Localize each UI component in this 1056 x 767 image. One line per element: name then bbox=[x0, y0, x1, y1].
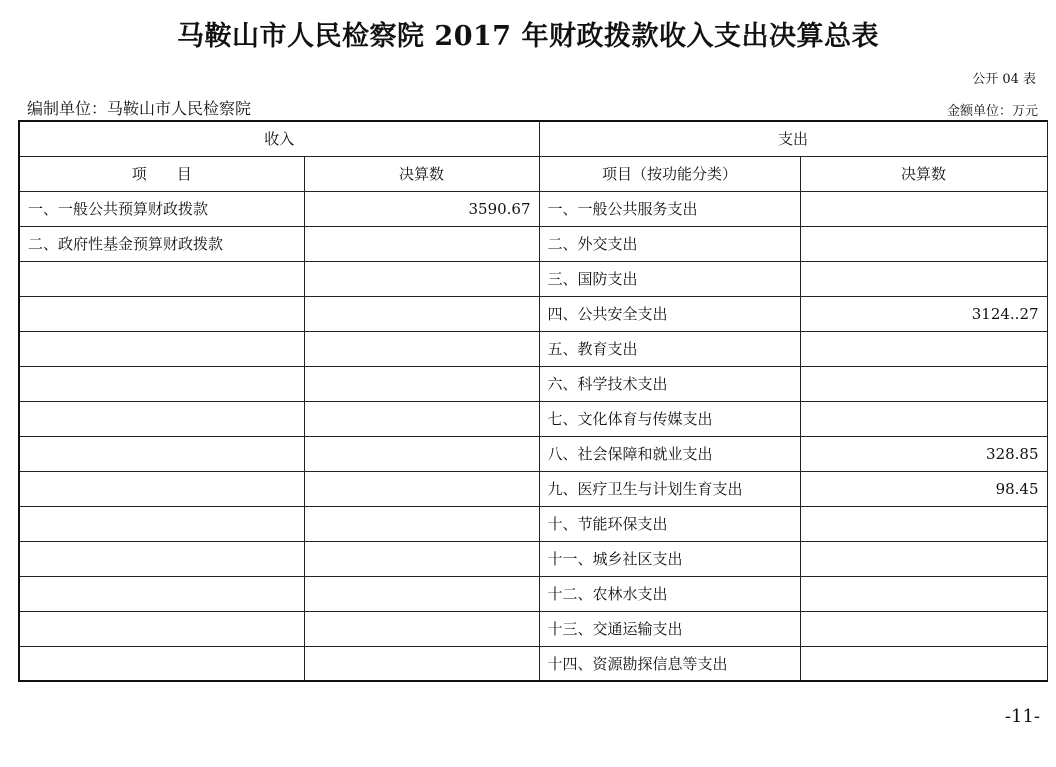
income-amount-cell bbox=[304, 471, 539, 506]
expense-amount-cell bbox=[800, 541, 1047, 576]
expense-amount-cell bbox=[800, 226, 1047, 261]
income-amount-cell bbox=[304, 506, 539, 541]
income-item-cell bbox=[19, 541, 304, 576]
income-amount-cell: 3590.67 bbox=[304, 191, 539, 226]
income-item-cell bbox=[19, 366, 304, 401]
income-amount-cell bbox=[304, 646, 539, 681]
income-amount-cell bbox=[304, 436, 539, 471]
table-row bbox=[19, 261, 1047, 296]
expense-amount-cell bbox=[800, 331, 1047, 366]
expense-item-cell: 七、文化体育与传媒支出 bbox=[539, 401, 800, 436]
expense-item-cell: 十二、农林水支出 bbox=[539, 576, 800, 611]
table-row bbox=[19, 471, 1047, 506]
income-amount-cell bbox=[304, 576, 539, 611]
expense-amount-cell bbox=[800, 646, 1047, 681]
income-amount-cell bbox=[304, 331, 539, 366]
income-item-cell bbox=[19, 611, 304, 646]
expense-item-cell: 八、社会保障和就业支出 bbox=[539, 436, 800, 471]
expense-item-cell: 十四、资源勘探信息等支出 bbox=[539, 646, 800, 681]
income-item-cell bbox=[19, 436, 304, 471]
income-amount-cell bbox=[304, 366, 539, 401]
income-item-cell bbox=[19, 331, 304, 366]
table-row bbox=[19, 506, 1047, 541]
expense-amount-column-header: 决算数 bbox=[800, 156, 1047, 191]
table-row bbox=[19, 296, 1047, 331]
income-amount-cell bbox=[304, 296, 539, 331]
table-row bbox=[19, 401, 1047, 436]
expense-item-cell: 九、医疗卫生与计划生育支出 bbox=[539, 471, 800, 506]
expense-section-header: 支出 bbox=[539, 121, 1047, 156]
expense-amount-cell: 328.85 bbox=[800, 436, 1047, 471]
expense-item-cell: 十一、城乡社区支出 bbox=[539, 541, 800, 576]
income-amount-column-header: 决算数 bbox=[304, 156, 539, 191]
table-row bbox=[19, 646, 1047, 681]
table-row bbox=[19, 191, 1047, 226]
expense-amount-cell: 3124..27 bbox=[800, 296, 1047, 331]
expense-amount-cell bbox=[800, 261, 1047, 296]
income-amount-cell bbox=[304, 261, 539, 296]
expense-amount-cell bbox=[800, 506, 1047, 541]
table-row bbox=[19, 576, 1047, 611]
income-amount-cell bbox=[304, 611, 539, 646]
expense-item-cell: 三、国防支出 bbox=[539, 261, 800, 296]
income-amount-cell bbox=[304, 401, 539, 436]
income-item-cell bbox=[19, 506, 304, 541]
income-amount-cell bbox=[304, 226, 539, 261]
budget-table bbox=[18, 120, 1048, 682]
income-amount-cell bbox=[304, 541, 539, 576]
expense-amount-cell bbox=[800, 611, 1047, 646]
income-item-cell bbox=[19, 646, 304, 681]
expense-item-cell: 二、外交支出 bbox=[539, 226, 800, 261]
expense-amount-cell bbox=[800, 576, 1047, 611]
expense-item-cell: 十三、交通运输支出 bbox=[539, 611, 800, 646]
income-item-cell bbox=[19, 471, 304, 506]
income-item-cell: 二、政府性基金预算财政拨款 bbox=[19, 226, 304, 261]
table-row bbox=[19, 611, 1047, 646]
income-item-cell bbox=[19, 576, 304, 611]
expense-item-cell: 四、公共安全支出 bbox=[539, 296, 800, 331]
expense-amount-cell: 98.45 bbox=[800, 471, 1047, 506]
table-row bbox=[19, 541, 1047, 576]
table-row bbox=[19, 366, 1047, 401]
table-section-header-row bbox=[19, 121, 1047, 156]
income-item-column-header: 项 目 bbox=[19, 156, 304, 191]
table-row bbox=[19, 226, 1047, 261]
expense-item-cell: 十、节能环保支出 bbox=[539, 506, 800, 541]
income-item-cell bbox=[19, 401, 304, 436]
expense-item-cell: 一、一般公共服务支出 bbox=[539, 191, 800, 226]
page-title: 马鞍山市人民检察院 2017 年财政拨款收入支出决算总表 bbox=[177, 21, 879, 52]
expense-amount-cell bbox=[800, 191, 1047, 226]
income-item-cell: 一、一般公共预算财政拨款 bbox=[19, 191, 304, 226]
table-column-header-row bbox=[19, 156, 1047, 191]
income-item-cell bbox=[19, 296, 304, 331]
page-number: -11- bbox=[1004, 706, 1040, 727]
expense-item-column-header: 项目（按功能分类） bbox=[539, 156, 800, 191]
form-number: 公开 04 表 bbox=[972, 72, 1036, 87]
expense-item-cell: 六、科学技术支出 bbox=[539, 366, 800, 401]
table-row bbox=[19, 436, 1047, 471]
income-section-header: 收入 bbox=[19, 121, 539, 156]
compiling-unit: 编制单位：马鞍山市人民检察院 bbox=[27, 99, 252, 118]
expense-amount-cell bbox=[800, 401, 1047, 436]
expense-amount-cell bbox=[800, 366, 1047, 401]
table-row bbox=[19, 331, 1047, 366]
amount-unit: 金额单位：万元 bbox=[946, 104, 1038, 119]
expense-item-cell: 五、教育支出 bbox=[539, 331, 800, 366]
income-item-cell bbox=[19, 261, 304, 296]
